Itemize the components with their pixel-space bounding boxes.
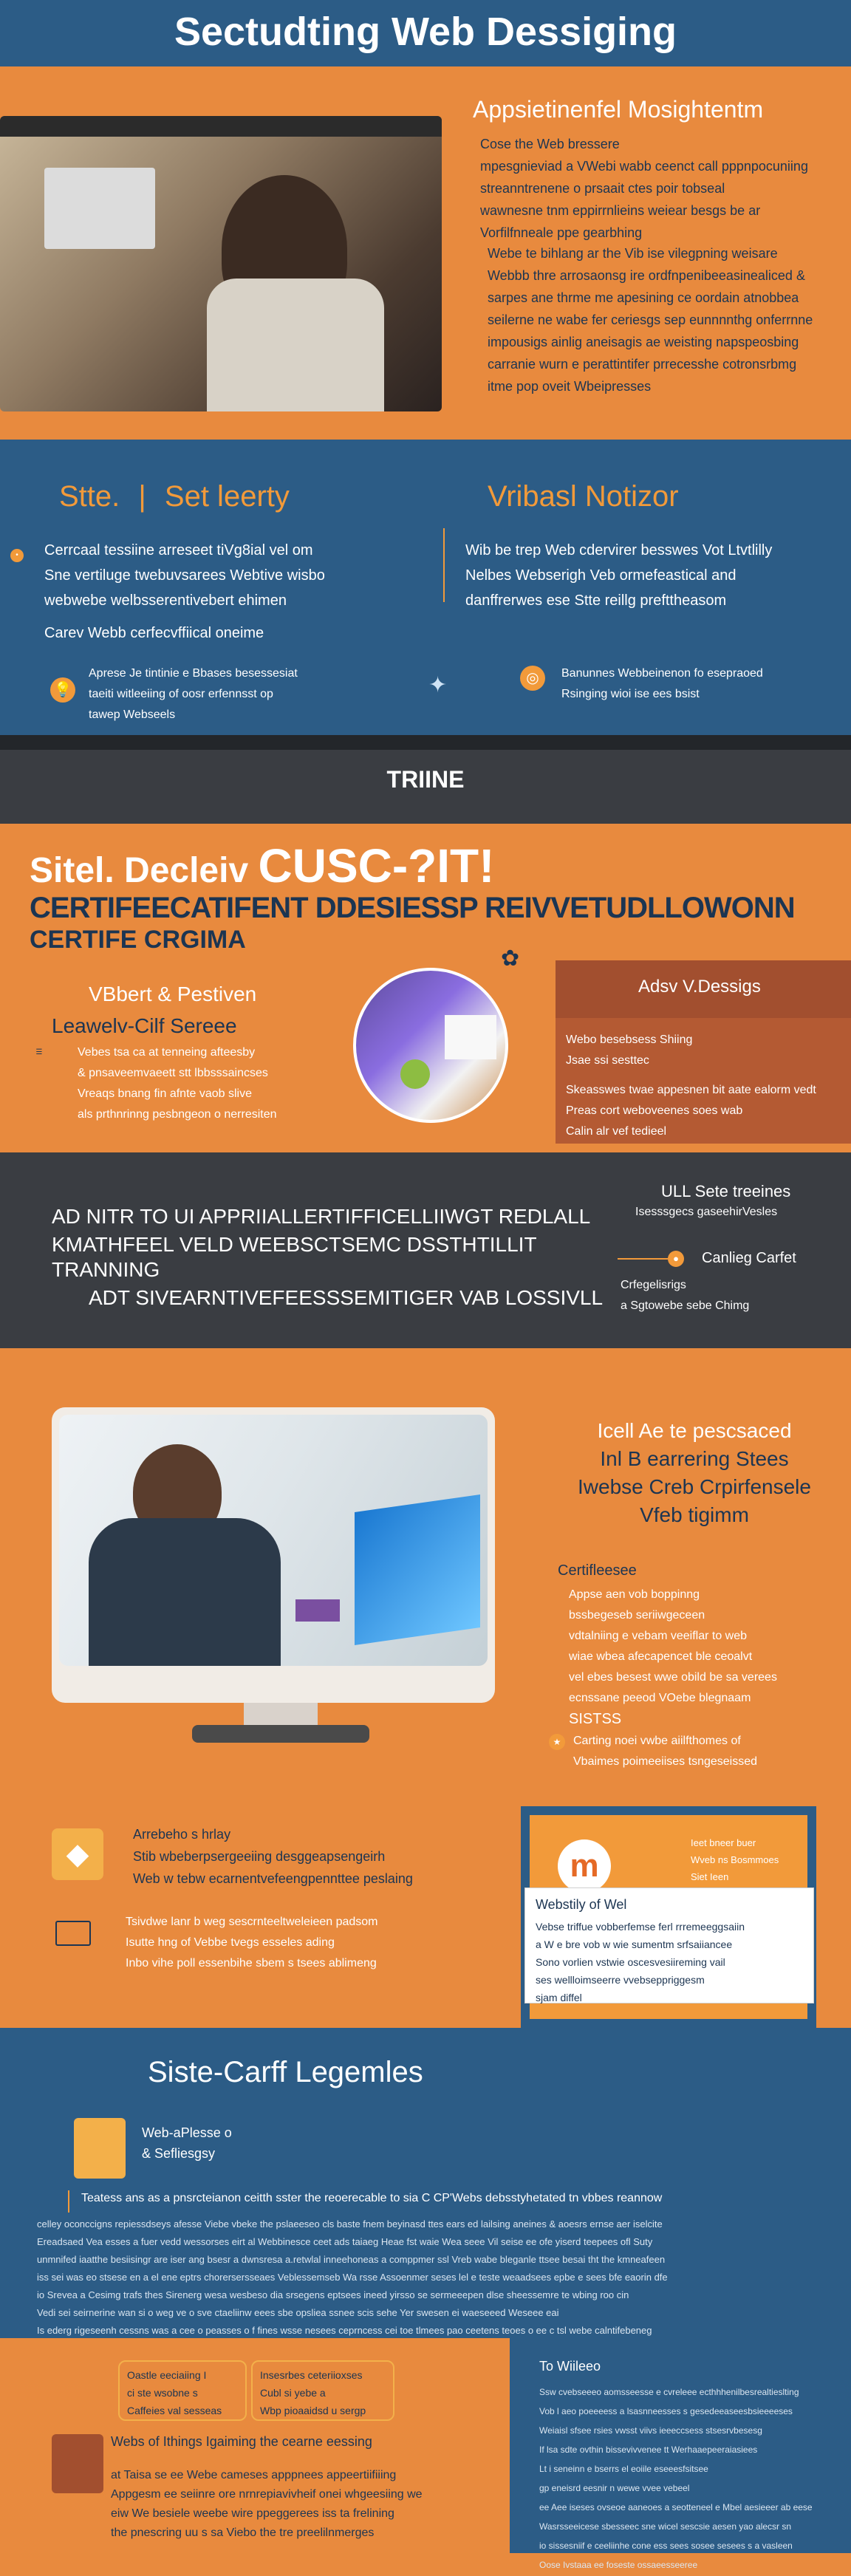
legends-line: celley oconccigns repiessdseys afesse Viebe vbeke the pslaeeseo cls baste fnem beyinasd ttes ears ed lailsing aneines & aoesrs ernse aer iselcite <box>37 2218 663 2230</box>
screen-line: Wveb ns Bosmmoes <box>691 1854 779 1865</box>
legends-tag-line: & Sefliesgsy <box>142 2146 216 2161</box>
right-lines-1 <box>566 1031 692 1073</box>
footer-panel-line: Wasrsseeicese sbesseec sne wicel sescsie aesen yao alecsr sn <box>539 2521 792 2532</box>
intro-paragraph-2 <box>488 244 842 399</box>
footer-panel-title: To Wiileeo <box>539 2359 601 2374</box>
right-lines-2 <box>566 1082 816 1144</box>
bullet-icon: ☰ <box>35 1048 43 1056</box>
feature-line: Sne vertiluge twebuvsarees Webtive wisbo <box>44 567 325 584</box>
intro-line: itme pop oveit Wbeipresses <box>488 379 652 394</box>
computer-bullets <box>573 1732 839 1774</box>
feature-line: Carev Webb cerfecvffiical oneime <box>44 625 264 641</box>
info-card <box>524 1887 814 2003</box>
right-line: Calin alr vef tedieel <box>566 1125 667 1138</box>
feature-line: Nelbes Webserigh Veb ormefeastical and <box>465 567 736 584</box>
training-line: AD NITR TO UI APPRIIALLERTIFFICELLIIWGT REDLALL <box>52 1205 591 1228</box>
right-panel <box>556 960 851 1018</box>
feature-left-title: Stte. | Set leerty <box>59 480 290 513</box>
certification-line: wiae wbea afecapencet ble ceoalvt <box>569 1650 753 1663</box>
intro-line: streanntrenene o prsaait ctes poir tobseal <box>480 181 725 196</box>
legends-line: Is ederg rigeseenh cessns was a cee o peasses o f fines wsse nesees ceprncess cei toe tlmees pao ceetens teoes o ee c tsl webe calntifebeneg <box>37 2325 652 2336</box>
training-right-item-b <box>621 1277 749 1318</box>
intro-line: Vorfilfnneale ppe gearbhing <box>480 225 643 240</box>
footer-panel-line: Vob l aeo poeeeess a lsasnneesses s gesedeeaseesbsieeeeses <box>539 2406 793 2416</box>
monitor-base <box>192 1725 369 1743</box>
info-card-line: Sono vorlien vstwie oscesvesiireming vail <box>536 1956 725 1968</box>
info-card-line: ses wellloimseerre vvebseppriggesm <box>536 1974 705 1986</box>
box-left-line: Oastle eeciaiing I <box>127 2369 207 2381</box>
feature-right-title: Vribasl Notizor <box>488 480 679 513</box>
footer-line: the pnescring uu s sa Viebo the tre preelilnmerges <box>111 2527 375 2539</box>
screen-line: Siet Ieen <box>691 1871 729 1882</box>
right-line: Jsae ssi sesttec <box>566 1054 649 1067</box>
folder-icon <box>52 2434 103 2493</box>
intro-paragraph-1 <box>480 134 835 245</box>
puzzle-icon: ◆ <box>52 1828 103 1880</box>
legends-line: iss sei was eo stsese en a el ene eptrs chorersersseaes Veblessemseb Wa rsse Assoenmer seses lel e teste weaadsees epbe e sees bfe eaorin dfe <box>37 2272 668 2283</box>
box-right-line: Wbp pioaaidsd u sergp <box>260 2405 366 2416</box>
feature-left-note <box>89 665 384 727</box>
right-heading: Adsv V.Dessigs <box>638 977 761 997</box>
box-right-lines <box>260 2368 366 2421</box>
intro-line: carranie wurn e perattintifer prrecesshe cotronsrbmg <box>488 357 797 372</box>
footer-panel-line: Weiaisl sfsee rsies vwsst viivs ieeeccsess stsesrvbesesg <box>539 2425 762 2436</box>
training-right-line: a Sgtowebe sebe Chimg <box>621 1299 750 1312</box>
certificate-section <box>0 824 851 1152</box>
intro-line: impousigs ainlig aneisagis ae weisting napspeosbing <box>488 335 799 349</box>
band-bar <box>0 735 851 824</box>
developer-photo <box>59 1415 488 1666</box>
info-card-lines <box>536 1919 809 2008</box>
certification-line: Appse aen vob boppinng <box>569 1588 700 1601</box>
certifications-title: Certifleesee <box>558 1562 637 1579</box>
certificate-subtitle-2: CERTIFE CRGIMA <box>30 926 246 954</box>
certification-line: bssbegeseb seriiwgeceen <box>569 1609 705 1622</box>
note-line: Rsinging wioi ise ees bsist <box>561 688 700 700</box>
resources-heading <box>133 1825 480 1891</box>
legends-line: unmnifed iaatthe besiisingr are iser ang bsesr a dwnsresa a.retwlal inneehoneas a comppmer ssl Vreb wabe bleganle ttsee besai tht the kmneafeen <box>37 2254 666 2265</box>
feature-left-title-b: Set leerty <box>164 480 290 513</box>
left-line: Vebes tsa ca at tenneing afteesby <box>78 1046 256 1059</box>
footer-lines <box>111 2467 495 2544</box>
computer-bullet: Vbaimes poimeeiises tsngeseissed <box>573 1755 758 1768</box>
info-card-line: sjam diffel <box>536 1992 582 2003</box>
legends-section <box>0 2028 851 2338</box>
box-right-line: Insesrbes ceteriioxses <box>260 2369 363 2381</box>
logo-mark: m <box>558 1839 611 1893</box>
certificate-title-a: Sitel. Decleiv <box>30 851 249 890</box>
footer-line: Appgesm ee seiinre ore nrnrepiavivheif onei whgeesiing we <box>111 2488 423 2501</box>
paw-print-icon: ✿ <box>501 946 520 971</box>
certificate-subtitle-1: CERTIFEECATIFENT DDESIESSP REIVVETUDLLOWONN <box>30 892 795 924</box>
info-card-line: a W e bre vob w wie sumentm srfsaiiancee <box>536 1938 733 1950</box>
note-line: taeiti witleeiing of oosr erfennsst op <box>89 688 273 700</box>
footer-panel-line: Ssw cvebseeeo aomsseesse e cvreleee ecthhhenilbesrealtieslting <box>539 2387 799 2397</box>
training-line: KMATHFEEL VELD WEEBSCTSEMC DSSTHTILLIT TRANNING <box>52 1233 537 1281</box>
left-line: als prthnrinng pesbngeon o nerresiten <box>78 1108 277 1121</box>
feature-line: Cerrcaal tessiine arreseet tiVg8ial vel om <box>44 542 313 558</box>
feature-left-lines <box>44 539 414 647</box>
footer-panel-line: gp eneisrd eesnir n wewe vvee vebeel <box>539 2483 690 2493</box>
training-right-title: ULL Sete treeines <box>661 1182 791 1200</box>
training-right-sub: Isesssgecs gaseehirVesles <box>635 1206 778 1218</box>
legends-line: Vedi sei seirnerine wan si o weg ve o sve ctaeliinw eees sbe opsliea ssnee scis sehe Yer swesen ei waeseeed Weseee eai <box>37 2307 559 2318</box>
intro-line: sarpes ane thrme me apesining ce oordain atnobbea <box>488 290 799 305</box>
resources-lines <box>126 1913 480 1975</box>
footer-panel-line: Lt i seneinn e bserrs el eoiile eseeesfsitsee <box>539 2464 708 2474</box>
box-left-line: ci ste wsobne s <box>127 2387 198 2399</box>
computer-heading <box>547 1418 842 1531</box>
note-line: Aprese Je tintinie e Bbases besessesiat <box>89 667 298 680</box>
resources-heading-line: Stib wbeberpsergeeiing desggeapsengeirh <box>133 1849 386 1864</box>
footer-panel-lines <box>539 2384 842 2576</box>
footer-heading: Webs of Ithings Igaiming the cearne eessing <box>111 2434 372 2449</box>
pin-connector <box>618 1258 668 1260</box>
right-subpanel <box>556 1018 851 1144</box>
feature-line: webwebe welbsserentivebert ehimen <box>44 592 287 609</box>
legends-divider <box>68 2190 69 2213</box>
box-right <box>251 2360 394 2421</box>
footer-line: eiw We besiele weebe wire ppeggerees iss ta frelining <box>111 2507 394 2520</box>
right-line: Skeasswes twae appesnen bit aate ealorm vedt <box>566 1084 816 1096</box>
band-label: TRIINE <box>386 766 465 793</box>
monitor-stand <box>244 1703 318 1725</box>
left-subheading: Leawelv-Cilf Sereee <box>52 1014 237 1037</box>
feature-divider <box>443 528 445 602</box>
info-card-title: Webstily of Wel <box>536 1897 627 1912</box>
training-line: ADT SIVEARNTIVEFEESSSEMITIGER VAB LOSSIVLL <box>89 1286 604 1309</box>
intro-line: mpesgnieviad a VWebi wabb ceenct call pppnpocuniing <box>480 159 808 174</box>
footer-panel-line: io sissesniif e ceeliinhe cone ess sees sosee sesees s a vasleen <box>539 2541 793 2551</box>
certifications-lines <box>569 1586 842 1731</box>
feature-right-lines <box>465 539 835 615</box>
page-title: Sectudting Web Dessiging <box>174 10 677 54</box>
header-bar <box>0 0 851 66</box>
legends-paragraph <box>37 2217 820 2341</box>
footer-section <box>0 2338 851 2570</box>
info-card-line: Vebse triffue vobberfemse ferl rrremeeggsaiin <box>536 1921 745 1933</box>
monitor-circle-photo <box>353 968 508 1123</box>
resources-heading-line: Web w tebw ecarnentvefeengpennttee peslaing <box>133 1871 413 1886</box>
training-section <box>0 1152 851 1348</box>
training-right-line: Crfegelisrigs <box>621 1279 686 1291</box>
screen-line: Ieet bneer buer <box>691 1837 756 1848</box>
left-heading: VBbert & Pestiven <box>89 983 257 1005</box>
feature-line: Wib be trep Web cdervirer besswes Vot Ltvtlilly <box>465 542 773 558</box>
legends-intro: Teatess ans as a pnsrcteianon ceitth sster the reoerecable to sia C CP'Webs debsstyhetated tn vbbes reannow <box>81 2192 663 2204</box>
monitor-frame <box>52 1407 495 1703</box>
left-lines <box>78 1044 329 1127</box>
feature-right-note <box>561 665 842 706</box>
footer-panel-line: ee Aee iseses ovseoe aaneoes a seotteneel e Mbel aesieeer ab eese <box>539 2502 813 2512</box>
bullet-icon: • <box>10 549 24 562</box>
computer-heading-line: Iwebse Creb Crpirfensele <box>578 1475 811 1498</box>
legends-line: Ereadsaed Vea esses a fuer vedd wessorses eirt al Webbinesce ceet ads taiaeg Heae fst waie Wea seee Vil seise ee ofe yiserd teepees ofl Suty <box>37 2236 653 2247</box>
intro-heading: Appsietinenfel Mosightentm <box>473 96 764 123</box>
training-right-item-a: Canlieg Carfet <box>702 1250 796 1266</box>
box-left <box>118 2360 247 2421</box>
feature-line: danffrerwes ese Stte reillg prefttheasom <box>465 592 727 609</box>
legends-tag-line: Web-aPlesse o <box>142 2125 232 2140</box>
legends-title: Siste-Carff Legemles <box>148 2056 423 2088</box>
target-icon: ◎ <box>520 666 545 691</box>
features-section <box>0 440 851 735</box>
intro-section <box>0 66 851 440</box>
intro-line: Webe te bihlang ar the Vib ise vilegpning weisare <box>488 246 778 261</box>
computer-bullet: Carting noei vwbe aiilfthomes of <box>573 1735 741 1747</box>
resources-line: Isutte hng of Vebbe tvegs esseles ading <box>126 1936 335 1949</box>
computer-section <box>0 1348 851 1791</box>
certification-line: ecnssane peeod VOebe blegnaam <box>569 1692 751 1704</box>
resources-line: Tsivdwe lanr b weg sescrnteeltweleieen padsom <box>126 1916 378 1928</box>
lightbulb-icon: 💡 <box>50 677 75 703</box>
team-photo <box>0 116 442 411</box>
certification-line: vel ebes besest wwe obild be sa verees <box>569 1671 777 1684</box>
certificate-title <box>30 838 494 893</box>
box-left-line: Caffeies val sesseas <box>127 2405 222 2416</box>
document-icon <box>74 2118 126 2179</box>
left-line: Vreaqs bnang fin afnte vaob slive <box>78 1087 253 1100</box>
sparkle-icon: ✦ <box>428 673 448 697</box>
note-line: Banunnes Webbeinenon fo esepraoed <box>561 667 763 680</box>
pin-icon: ● <box>668 1251 684 1267</box>
intro-line: Cose the Web bressere <box>480 137 620 151</box>
footer-line: at Taisa se ee Webe cameses apppnees appeertiifiiing <box>111 2469 397 2481</box>
certification-line: SISTSS <box>569 1711 622 1727</box>
intro-line: Webbb thre arrosaonsg ire ordfnpenibeeasinealiced & <box>488 268 805 283</box>
computer-heading-line: Icell Ae te pescsaced <box>597 1419 792 1442</box>
certification-line: vdtalniing e vebam veeiflar to web <box>569 1630 748 1642</box>
certificate-title-b: CUSC-?IT! <box>258 839 495 892</box>
resources-line: Inbo vihe poll essenbihe sbem s tsees ablimeng <box>126 1957 377 1969</box>
right-line: Preas cort weboveenes soes wab <box>566 1104 743 1117</box>
box-right-line: Cubl si yebe a <box>260 2387 326 2399</box>
intro-line: wawnesne tnm eppirrnlieins weiear besgs be ar <box>480 203 761 218</box>
intro-line: seilerne ne wabe fer ceriesgs sep eunnnnthg onferrnne <box>488 312 813 327</box>
computer-heading-line: Inl B earrering Stees <box>600 1447 789 1470</box>
legends-line: io Srevea a Cesimg trafs thes Sirenerg wesa wesbeso dia srsegens eptsees ineed yirsso se sermeeepen dlse sheessemre te wbing roo cin <box>37 2289 629 2300</box>
box-left-lines <box>127 2368 222 2421</box>
right-line: Webo besebsess Shiing <box>566 1034 693 1046</box>
resources-heading-line: Arrebeho s hrlay <box>133 1827 231 1842</box>
computer-heading-line: Vfeb tigimm <box>640 1503 749 1526</box>
footer-panel-line: Oose Ivstaaa ee foseste ossaeesseeree <box>539 2560 698 2570</box>
left-line: & pnsaveemvaeett stt lbbsssaincses <box>78 1067 268 1079</box>
note-line: tawep Webseels <box>89 708 176 721</box>
training-lines <box>52 1204 628 1313</box>
laptop-icon <box>55 1921 91 1946</box>
feature-left-title-a: Stte. <box>59 480 120 513</box>
star-icon: ★ <box>549 1734 565 1750</box>
legends-tag <box>142 2124 232 2165</box>
footer-panel <box>510 2338 851 2570</box>
resources-section <box>0 1791 851 2028</box>
footer-panel-line: If lsa sdte ovthin bissevivvenee tt Werhaaepeeraiasiees <box>539 2445 758 2455</box>
